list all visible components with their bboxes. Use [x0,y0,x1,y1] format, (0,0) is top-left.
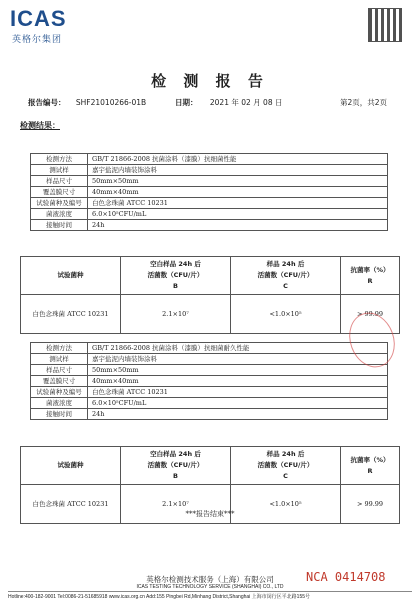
report-title: 检 测 报 告 [151,72,269,90]
table-row: 接触时间 24h [31,409,388,420]
table-row: 接触时间 24h [31,220,388,231]
table-row: 试验菌种及编号 白色念珠菌 ATCC 10231 [31,198,388,209]
report-number-value: SHF21010266-01B [75,98,147,107]
table-row: 检测方法 GB/T 21866-2008 抗菌涂料（漆膜）抗细菌耐久性能 [31,343,388,354]
table-row: 样品尺寸 50mm×50mm [31,176,388,187]
table-row: 测试样 嘉宇盐泥内墙装饰涂料 [31,165,388,176]
table-row: 菌液浓度 6.0×10⁵CFU/mL [31,209,388,220]
report-end-marker: ***报告结束*** [185,510,235,518]
page-indicator: 第2页，共2页 [340,98,388,107]
footer-contact: Hotline:400-182-9001 Tel:0086-21-51685918 www.icas.org.cn Add:155 Pingbei Rd,Minhang District,Shanghai 上海市闵行区平北路155号 [8,591,412,600]
footer-company-en: ICAS TESTING TECHNOLOGY SERVICE (SHANGHAI) CO., LTD [136,584,284,590]
report-number [28,97,146,108]
table-row: 样品尺寸 50mm×50mm [31,365,388,376]
test1-info-table [30,153,388,231]
table-row: 测试样 嘉宇盐泥内墙装饰涂料 [31,354,388,365]
section-title: 检测结果： [20,121,60,130]
table-row: 白色念珠菌 ATCC 10231 2.1×10⁷ <1.0×10⁵ > 99.99 [21,295,400,334]
report-date-label: 日期： [175,98,198,107]
company-logo-cn: 英格尔集团 [12,35,63,45]
report-number-label: 报告编号： [28,98,66,107]
table-row: 覆盖膜尺寸 40mm×40mm [31,187,388,198]
table-row: 试验菌种及编号 白色念珠菌 ATCC 10231 [31,387,388,398]
table-header-row: 试验菌种 空白样品 24h 后 活菌数（CFU/片） B 样品 24h 后 活菌数（CFU/片） C 抗菌率（%） R [21,447,400,485]
table-row: 白色念珠菌 ATCC 10231 2.1×10⁷ <1.0×10⁵ > 99.99 [21,485,400,524]
report-date [175,97,283,108]
report-date-value: 2021 年 02 月 08 日 [209,98,283,107]
test1-results-table [20,256,400,334]
company-logo: ICAS [10,6,67,31]
table-row: 覆盖膜尺寸 40mm×40mm [31,376,388,387]
table-header-row: 试验菌种 空白样品 24h 后 活菌数（CFU/片） B 样品 24h 后 活菌数（CFU/片） C 抗菌率（%） R [21,257,400,295]
table-row: 菌液浓度 6.0×10⁵CFU/mL [31,398,388,409]
table-row: 检测方法 GB/T 21866-2008 抗菌涂料（漆膜）抗细菌性能 [31,154,388,165]
qr-code-icon [368,8,402,42]
footer-company-cn: 英格尔检测技术服务（上海）有限公司 [146,575,274,584]
nca-serial: NCA 0414708 [306,570,386,584]
test2-info-table [30,342,388,420]
